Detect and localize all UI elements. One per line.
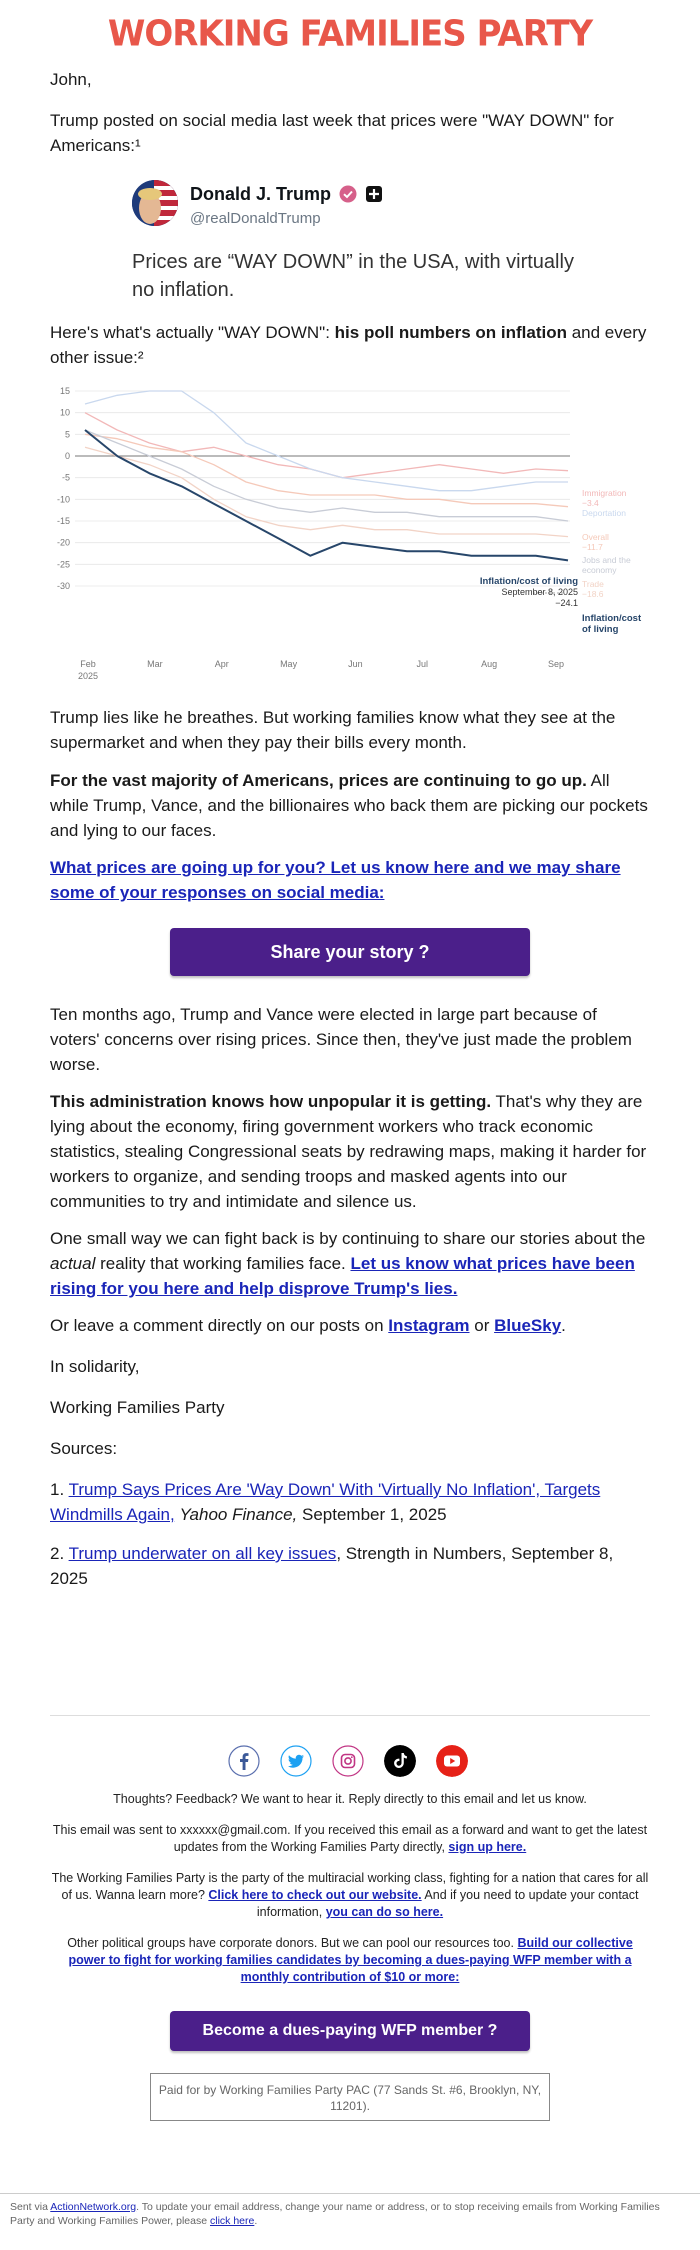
source-2-link[interactable]: Trump underwater on all key issues <box>68 1544 337 1563</box>
chart-svg <box>50 385 650 685</box>
instagram-icon[interactable] <box>332 1745 364 1777</box>
actionnetwork-link[interactable]: ActionNetwork.org <box>50 2201 137 2213</box>
signoff: In solidarity, <box>50 1357 140 1376</box>
footer-thoughts: Thoughts? Feedback? We want to hear it. Reply directly to this email and let us know. <box>113 1792 587 1806</box>
label-immigration: Immigration <box>582 488 627 498</box>
y-tick-label: 15 <box>59 386 70 396</box>
tweet-handle: @realDonaldTrump <box>190 210 321 227</box>
paid-for-disclaimer: Paid for by Working Families Party PAC (77 Sands St. #6, Brooklyn, NY, 11201). <box>150 2073 550 2121</box>
x-tick-label: Aug <box>481 659 498 669</box>
label-inflation-1: Inflation/cost <box>582 613 642 624</box>
unsubscribe-link[interactable]: click here <box>209 2215 255 2227</box>
y-tick-label: 10 <box>59 407 70 418</box>
footer-party: The Working Families Party is the party of the multiracial working class, fighting for a nation that cares for all of us. Wanna learn more? Click here to check out our website. And if you need to update your contact information, you can do so here. <box>51 1871 649 1919</box>
x-tick-label: Jun <box>348 659 363 669</box>
approval-chart <box>50 385 650 685</box>
paragraph-unpopular: This administration knows how unpopular it is getting. That's why they are lying about the economy, firing government workers who track economic statistics, stealing Congressional seats by redrawing maps, making it harder for workers to organize, and sending troops and masked agents into our communities to try and intimidate and silence us. <box>50 1092 647 1211</box>
paragraph-prices-up: For the vast majority of Americans, prices are continuing to go up. All while Trump, Vance, and the billionaires who back them are picking our pockets and lying to our faces. <box>50 771 648 840</box>
tweet-author-name: Donald J. Trump <box>190 184 383 205</box>
label-trade: Trade <box>582 579 604 589</box>
wfp-logo[interactable]: WORKING FAMILIES PARTY <box>107 13 593 55</box>
y-tick-label: 5 <box>64 429 70 440</box>
x-tick-label: Feb <box>80 659 96 669</box>
youtube-icon[interactable] <box>436 1745 468 1777</box>
x-tick-label: Mar <box>147 659 163 669</box>
annotation-date: September 8, 2025 <box>501 587 578 597</box>
paragraph-way-down: Here's what's actually "WAY DOWN": his poll numbers on inflation and every other issue:² <box>50 323 647 367</box>
x-tick-label: Jul <box>416 659 429 669</box>
x-tick-label: Apr <box>214 659 229 669</box>
footer-sent-to: This email was sent to xxxxxx@gmail.com. If you received this email as a forward and want to get the latest updates from the Working Families Party directly, sign up here. <box>52 1823 648 1854</box>
presidential-seal-icon <box>365 185 383 203</box>
prices-rising-link[interactable]: Let us know what prices have been rising for you here and help disprove Trump's lies. <box>50 1254 635 1298</box>
label-overall: Overall <box>582 532 609 542</box>
prices-survey-link[interactable]: What prices are going up for you? Let us know here and we may share some of your responses on social media: <box>50 858 621 902</box>
signature: Working Families Party <box>50 1398 225 1417</box>
membership-link[interactable]: Build our collective power to fight for working families candidates by becoming a dues-paying WFP member with a monthly contribution of $10 or more: <box>68 1936 633 1984</box>
greeting: John, <box>50 70 92 89</box>
share-your-story-button[interactable]: Share your story ? <box>170 928 530 976</box>
tweet-text: Prices are “WAY DOWN” in the USA, with virtually no inflation. <box>132 251 574 301</box>
verified-badge-icon <box>339 185 357 203</box>
source-2: 2. Trump underwater on all key issues, Strength in Numbers, September 8, 2025 <box>50 1544 614 1588</box>
tiktok-icon[interactable] <box>384 1745 416 1777</box>
paragraph-trump-posted: Trump posted on social media last week that prices were "WAY DOWN" for Americans:¹ <box>50 111 614 155</box>
bottom-divider <box>0 2193 700 2194</box>
label-trade-value: −18.6 <box>582 589 604 599</box>
y-tick-label: 0 <box>64 451 70 461</box>
paragraph-comment: Or leave a comment directly on our posts on Instagram or BlueSky. <box>50 1316 566 1335</box>
website-link[interactable]: Click here to check out our website. <box>208 1888 422 1902</box>
instagram-link[interactable]: Instagram <box>388 1316 470 1335</box>
y-tick-label: -15 <box>56 516 70 526</box>
annotation-title: Inflation/cost of living <box>479 576 578 587</box>
series-line-trade <box>85 447 568 536</box>
bluesky-link[interactable]: BlueSky <box>494 1316 562 1335</box>
annotation-value: −24.1 <box>555 598 578 608</box>
y-tick-label: -30 <box>56 581 70 591</box>
label-inflation-2: of living <box>582 624 619 635</box>
y-tick-label: -25 <box>56 559 70 570</box>
label-immigration-value: −3.4 <box>582 498 599 508</box>
sent-via-notice: Sent via ActionNetwork.org. To update your email address, change your name or address, or to stop receiving emails from Working Families Party and Working Families Power, please click here. <box>10 2201 660 2227</box>
label-jobs-1: Jobs and the <box>582 555 631 565</box>
become-member-button[interactable]: Become a dues-paying WFP member ? <box>170 2011 530 2051</box>
y-tick-label: -5 <box>61 472 70 483</box>
footer-divider <box>50 1715 650 1716</box>
paragraph-fight-back: One small way we can fight back is by continuing to share our stories about the actual reality that working families face. Let us know what prices have been rising for you here and help disprove Trump's lies. <box>50 1229 646 1298</box>
sign-up-link[interactable]: sign up here. <box>448 1840 527 1854</box>
label-deportation: Deportation <box>582 508 626 518</box>
x-tick-label: Sep <box>547 659 565 669</box>
avatar <box>132 180 178 226</box>
y-tick-label: -10 <box>56 494 70 505</box>
twitter-icon[interactable] <box>280 1745 312 1777</box>
x-tick-label: May <box>280 659 298 669</box>
label-overall-value: −11.7 <box>582 542 603 552</box>
paragraph-ten-months: Ten months ago, Trump and Vance were elected in large part because of voters' concerns over rising prices. Since then, they've just made the problem worse. <box>50 1005 632 1074</box>
sources-label: Sources: <box>50 1439 118 1458</box>
x-year-label: 2025 <box>77 671 99 681</box>
paragraph-lies: Trump lies like he breathes. But working families know what they see at the supermarket and when they pay their bills every month. <box>50 708 616 752</box>
update-contact-link[interactable]: you can do so here. <box>325 1905 444 1919</box>
label-jobs-2: economy <box>582 565 617 575</box>
source-1-link[interactable]: Trump Says Prices Are 'Way Down' With 'Virtually No Inflation', Targets Windmills Again, <box>50 1480 601 1524</box>
source-1: 1. Trump Says Prices Are 'Way Down' With 'Virtually No Inflation', Targets Windmills Again, Yahoo Finance, September 1, 2025 <box>50 1480 601 1524</box>
facebook-icon[interactable] <box>228 1745 260 1777</box>
footer-groups: Other political groups have corporate donors. But we can pool our resources too. Build our collective power to fight for working families candidates by becoming a dues-paying WFP member with a monthly contribution of $10 or more: <box>67 1936 633 1984</box>
y-tick-label: -20 <box>56 537 70 548</box>
